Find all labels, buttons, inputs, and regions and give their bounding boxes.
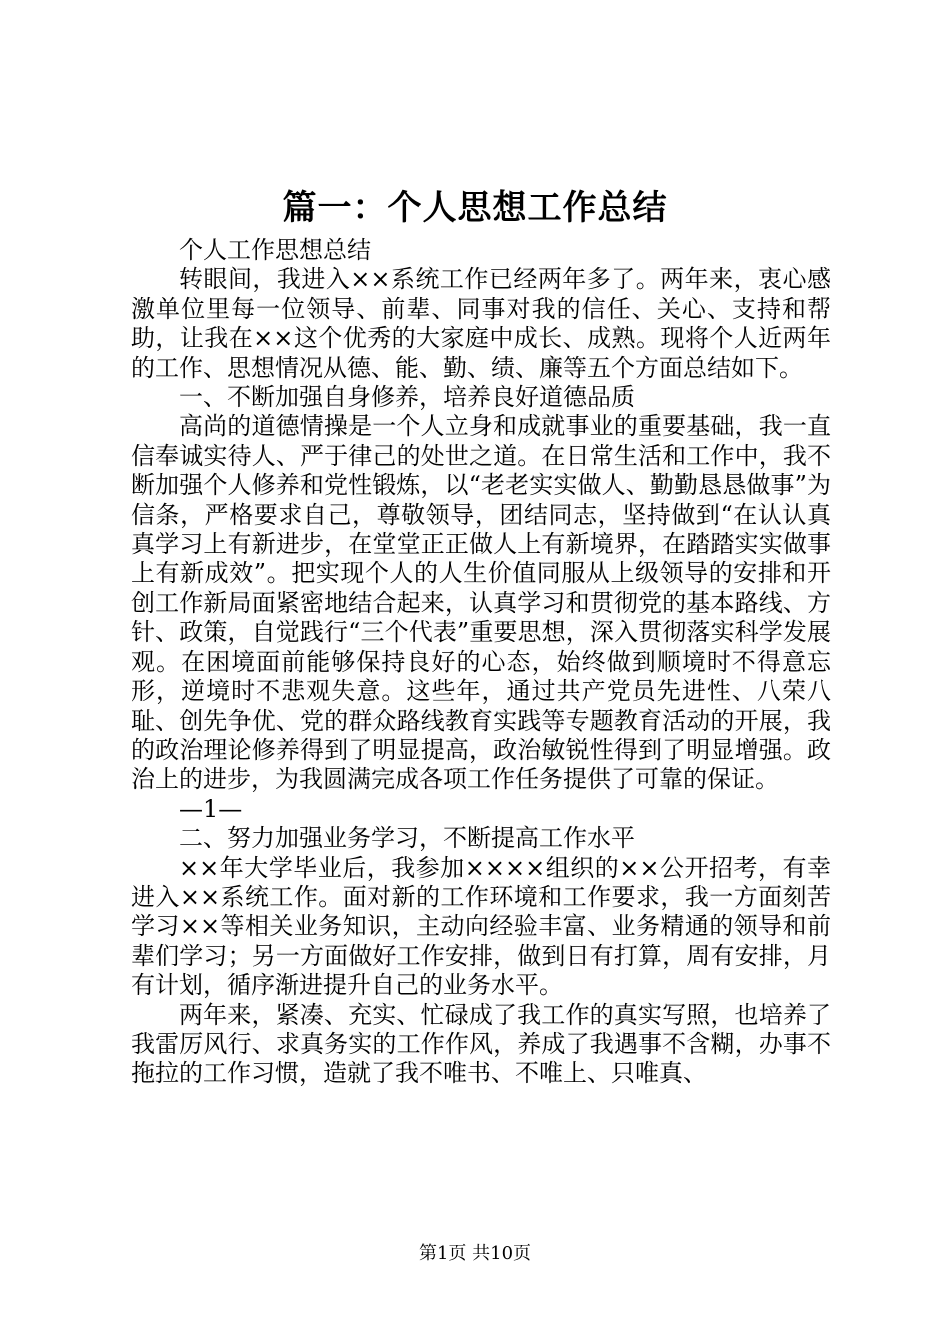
- document-subtitle: 个人工作思想总结: [179, 236, 371, 264]
- section-heading: 二、努力加强业务学习，不断提高工作水平: [179, 824, 635, 853]
- page-title: 篇一：个人思想工作总结: [282, 188, 668, 228]
- page-footer: 第1页 共10页: [418, 1243, 532, 1264]
- paragraph: 高尚的道德情操是一个人立身和成就事业的重要基础，我一直信奉诚实待人、严于律己的处世之道。在日常生活和工作中，我不断加强个人修养和党性锻炼，以“老老实实做人、勤勤恳恳做事”为信条，严格要求自己，尊敬领导，团结同志，坚持做到“在认认真真学习上有新进步，在堂堂正正做人上有新境界，在踏踏实实做事上有新成效”。把实现个人的人生价值同服从上级领导的安排和开创工作新局面紧密地结合起来，认真学习和贯彻党的基本路线、方针、政策，自觉践行“三个代表”重要思想，深入贯彻落实科学发展观。在困境面前能够保持良好的心态，始终做到顺境时不得意忘形，逆境时不悲观失意。这些年，通过共产党员先进性、八荣八耻、创先争优、党的群众路线教育实践等专题教育活动的开展，我的政治理论修养得到了明显提高，政治敏锐性得到了明显增强。政治上的进步，为我圆满完成各项工作任务提供了可靠的保证。: [131, 412, 831, 794]
- paragraph: 转眼间，我进入××系统工作已经两年多了。两年来，衷心感激单位里每一位领导、前辈、同事对我的信任、关心、支持和帮助，让我在××这个优秀的大家庭中成长、成熟。现将个人近两年的工作、思想情况从德、能、勤、绩、廉等五个方面总结如下。: [131, 265, 831, 382]
- paragraph: 两年来，紧凑、充实、忙碌成了我工作的真实写照，也培养了我雷厉风行、求真务实的工作作风，养成了我遇事不含糊，办事不拖拉的工作习惯，造就了我不唯书、不唯上、只唯真、: [131, 1000, 831, 1088]
- inline-page-marker: —1—: [179, 794, 243, 823]
- paragraph: ××年大学毕业后，我参加××××组织的××公开招考，有幸进入××系统工作。面对新的工作环境和工作要求，我一方面刻苦学习××等相关业务知识，主动向经验丰富、业务精通的领导和前辈们学习；另一方面做好工作安排，做到日有打算，周有安排，月有计划，循序渐进提升自己的业务水平。: [131, 853, 831, 1000]
- document-body: [131, 236, 831, 1089]
- section-heading: 一、不断加强自身修养，培养良好道德品质: [179, 383, 635, 412]
